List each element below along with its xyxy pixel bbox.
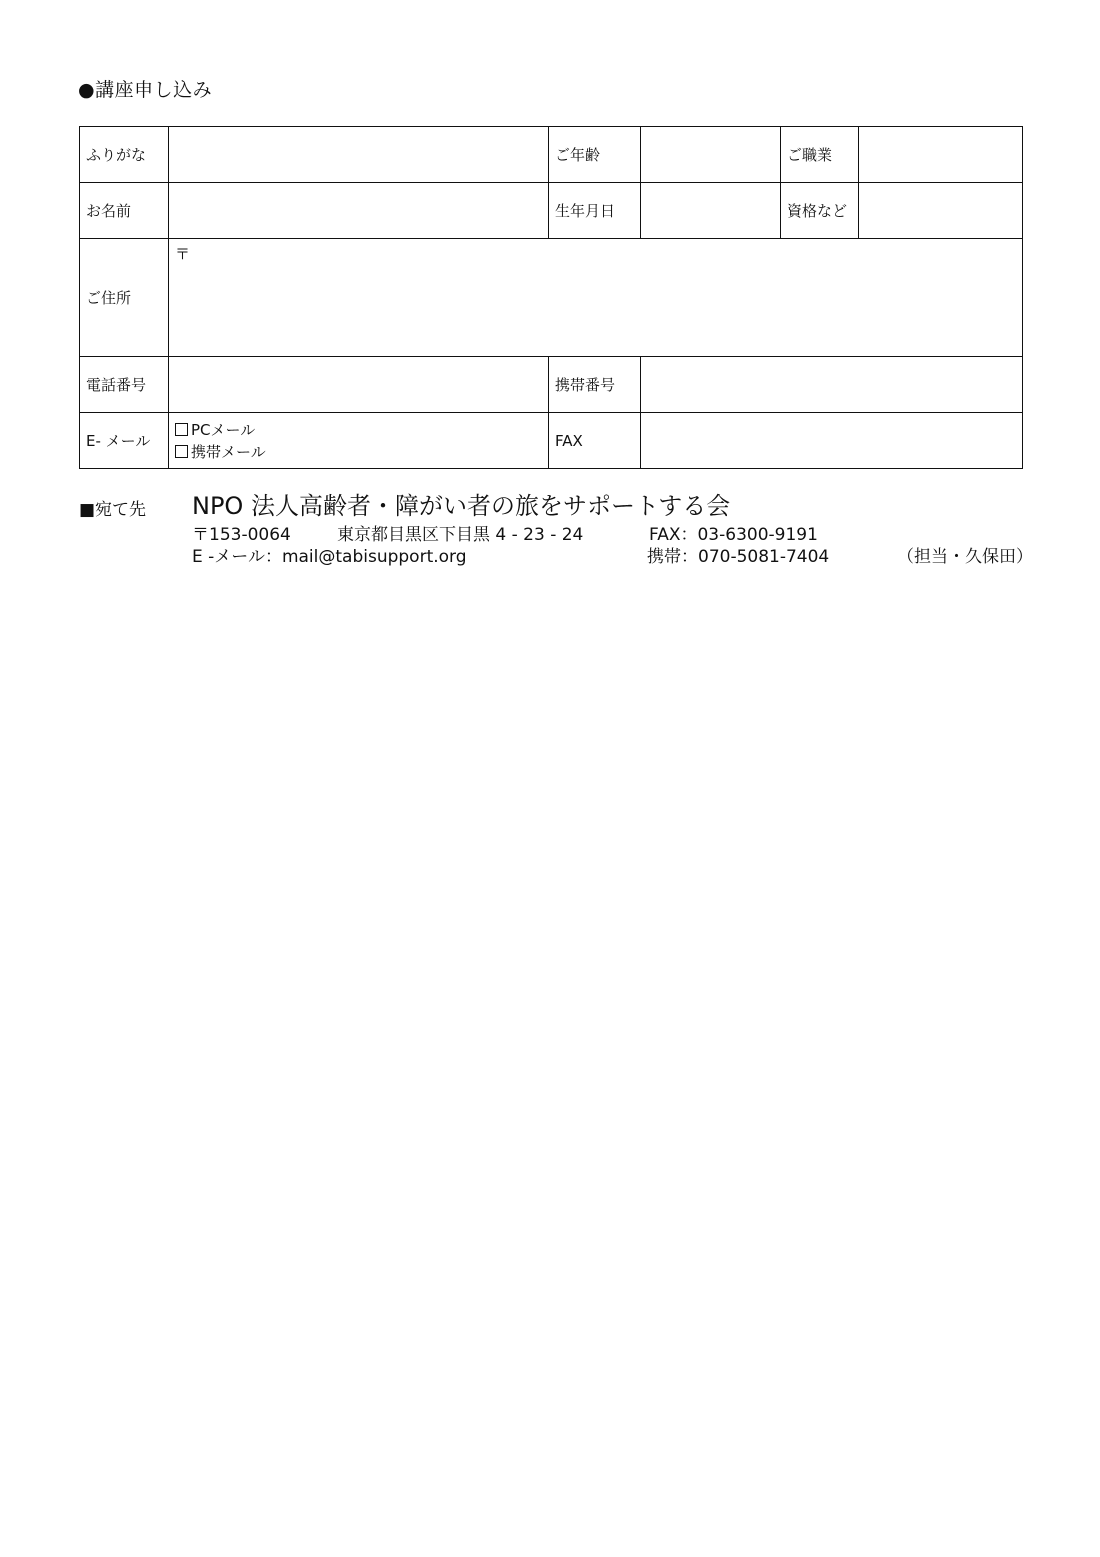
fax-field[interactable] bbox=[641, 413, 1023, 469]
furigana-label: ふりがな bbox=[80, 127, 169, 183]
name-field[interactable] bbox=[169, 183, 549, 239]
fax-label: FAX bbox=[549, 413, 641, 469]
mobile-number: 携帯：070-5081-7404 bbox=[647, 547, 830, 567]
email-option-mobile[interactable] bbox=[175, 441, 542, 463]
street-address: 東京都目黒区下目黒 4 - 23 - 24 bbox=[337, 525, 584, 545]
email-option-pc[interactable] bbox=[175, 419, 542, 441]
application-form-table bbox=[79, 126, 1023, 469]
postal-mark: 〒 bbox=[175, 245, 191, 263]
name-label: お名前 bbox=[80, 183, 169, 239]
checkbox-icon[interactable] bbox=[175, 445, 188, 458]
occupation-field[interactable] bbox=[859, 127, 1023, 183]
address-label: ご住所 bbox=[80, 239, 169, 357]
organization-name: NPO 法人高齢者・障がい者の旅をサポートする会 bbox=[192, 492, 731, 520]
destination-block bbox=[79, 490, 1033, 580]
contact-person: （担当・久保田） bbox=[897, 547, 1033, 567]
email-option-mobile-label: 携帯メール bbox=[191, 442, 266, 461]
form-row-address bbox=[80, 239, 1023, 357]
destination-label: ■宛て先 bbox=[79, 500, 147, 520]
email-options bbox=[169, 413, 549, 469]
form-row-furigana bbox=[80, 127, 1023, 183]
qualification-field[interactable] bbox=[859, 183, 1023, 239]
birthdate-label: 生年月日 bbox=[549, 183, 641, 239]
fax-number: FAX：03-6300-9191 bbox=[649, 525, 818, 545]
email-address: E -メール：mail@tabisupport.org bbox=[192, 547, 467, 567]
phone-label: 電話番号 bbox=[80, 357, 169, 413]
furigana-field[interactable] bbox=[169, 127, 549, 183]
email-label: E- メール bbox=[80, 413, 169, 469]
occupation-label: ご職業 bbox=[781, 127, 859, 183]
mobile-label: 携帯番号 bbox=[549, 357, 641, 413]
mobile-field[interactable] bbox=[641, 357, 1023, 413]
form-row-phone bbox=[80, 357, 1023, 413]
birthdate-field[interactable] bbox=[641, 183, 781, 239]
qualification-label: 資格など bbox=[781, 183, 859, 239]
postal-code: 〒153-0064 bbox=[192, 525, 291, 545]
email-option-pc-label: PCメール bbox=[191, 420, 256, 439]
age-field[interactable] bbox=[641, 127, 781, 183]
phone-field[interactable] bbox=[169, 357, 549, 413]
checkbox-icon[interactable] bbox=[175, 423, 188, 436]
form-row-email bbox=[80, 413, 1023, 469]
form-row-name bbox=[80, 183, 1023, 239]
address-field[interactable] bbox=[169, 239, 1023, 357]
section-title: ●講座申し込み bbox=[78, 79, 213, 101]
age-label: ご年齢 bbox=[549, 127, 641, 183]
